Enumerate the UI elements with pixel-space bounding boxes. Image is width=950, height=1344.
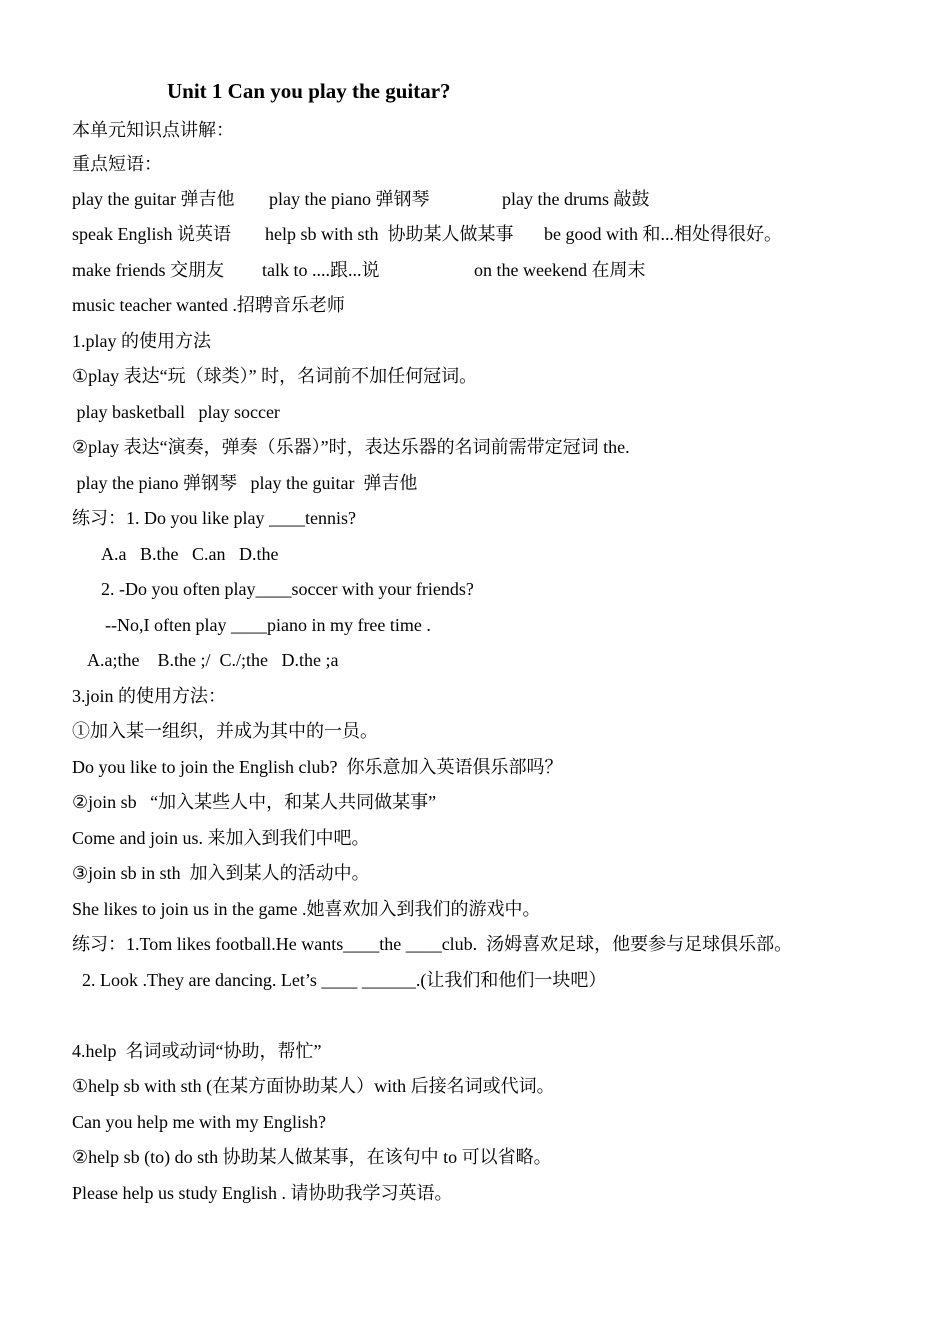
play-example-2: play the piano 弹钢琴 play the guitar 弹吉他 xyxy=(72,473,418,493)
phrase-item: help sb with sth 协助某人做某事 xyxy=(265,224,514,244)
phrase-item: speak English 说英语 xyxy=(72,224,231,244)
phrases-row-1 xyxy=(72,187,872,211)
exercise-1-question-1: 练习：1. Do you like play ____tennis? xyxy=(72,508,356,528)
help-rule-1: ①help sb with sth (在某方面协助某人）with 后接名词或代词。 xyxy=(72,1076,555,1096)
exercise-1-question-2-reply: --No,I often play ____piano in my free time . xyxy=(105,615,431,635)
exercise-1-question-2: 2. -Do you often play____soccer with your friends? xyxy=(101,579,474,599)
join-example-1: Do you like to join the English club? 你乐意加入英语俱乐部吗？ xyxy=(72,757,563,777)
help-example-1: Can you help me with my English? xyxy=(72,1112,326,1132)
help-example-2: Please help us study English . 请协助我学习英语。 xyxy=(72,1183,453,1203)
phrase-item: be good with 和...相处得很好。 xyxy=(544,224,782,244)
play-rule-1: ①play 表达“玩（球类）” 时，名词前不加任何冠词。 xyxy=(72,366,478,386)
intro-line: 本单元知识点讲解： xyxy=(72,120,234,140)
phrase-item: on the weekend 在周末 xyxy=(474,260,646,280)
join-rule-3: ③join sb in sth 加入到某人的活动中。 xyxy=(72,863,370,883)
exercise-2-question-1: 练习：1.Tom likes football.He wants____the ____club. 汤姆喜欢足球，他要参与足球俱乐部。 xyxy=(72,934,793,954)
section-heading-help: 4.help 名词或动词“协助，帮忙” xyxy=(72,1041,322,1061)
phrases-heading: 重点短语： xyxy=(72,154,162,174)
join-rule-2: ②join sb “加入某些人中，和某人共同做某事” xyxy=(72,792,437,812)
exercise-1-question-1-options: A.a B.the C.an D.the xyxy=(101,544,279,564)
play-example-1: play basketball play soccer xyxy=(72,402,280,422)
join-example-2: Come and join us. 来加入到我们中吧。 xyxy=(72,828,370,848)
section-heading-join: 3.join 的使用方法： xyxy=(72,686,227,706)
help-rule-2: ②help sb (to) do sth 协助某人做某事，在该句中 to 可以省略。 xyxy=(72,1147,552,1167)
phrases-row-4: music teacher wanted .招聘音乐老师 xyxy=(72,295,345,315)
phrase-item: play the guitar 弹吉他 xyxy=(72,189,235,209)
phrases-row-3 xyxy=(72,258,872,282)
phrase-item: make friends 交朋友 xyxy=(72,260,224,280)
phrase-item: play the drums 敲鼓 xyxy=(502,189,650,209)
section-heading-play: 1.play 的使用方法 xyxy=(72,331,211,351)
phrase-item: play the piano 弹钢琴 xyxy=(269,189,430,209)
phrases-row-2 xyxy=(72,222,892,246)
join-example-3: She likes to join us in the game .她喜欢加入到我们的游戏中。 xyxy=(72,899,541,919)
exercise-1-question-2-options: A.a;the B.the ;/ C./;the D.the ;a xyxy=(87,650,339,670)
play-rule-2: ②play 表达“演奏，弹奏（乐器）”时，表达乐器的名词前需带定冠词 the. xyxy=(72,437,630,457)
join-rule-1: ①加入某一组织，并成为其中的一员。 xyxy=(72,721,378,741)
exercise-2-question-2: 2. Look .They are dancing. Let’s ____ ______.(让我们和他们一块吧） xyxy=(82,970,607,990)
page-title: Unit 1 Can you play the guitar? xyxy=(167,79,451,103)
phrase-item: talk to ....跟...说 xyxy=(262,260,380,280)
